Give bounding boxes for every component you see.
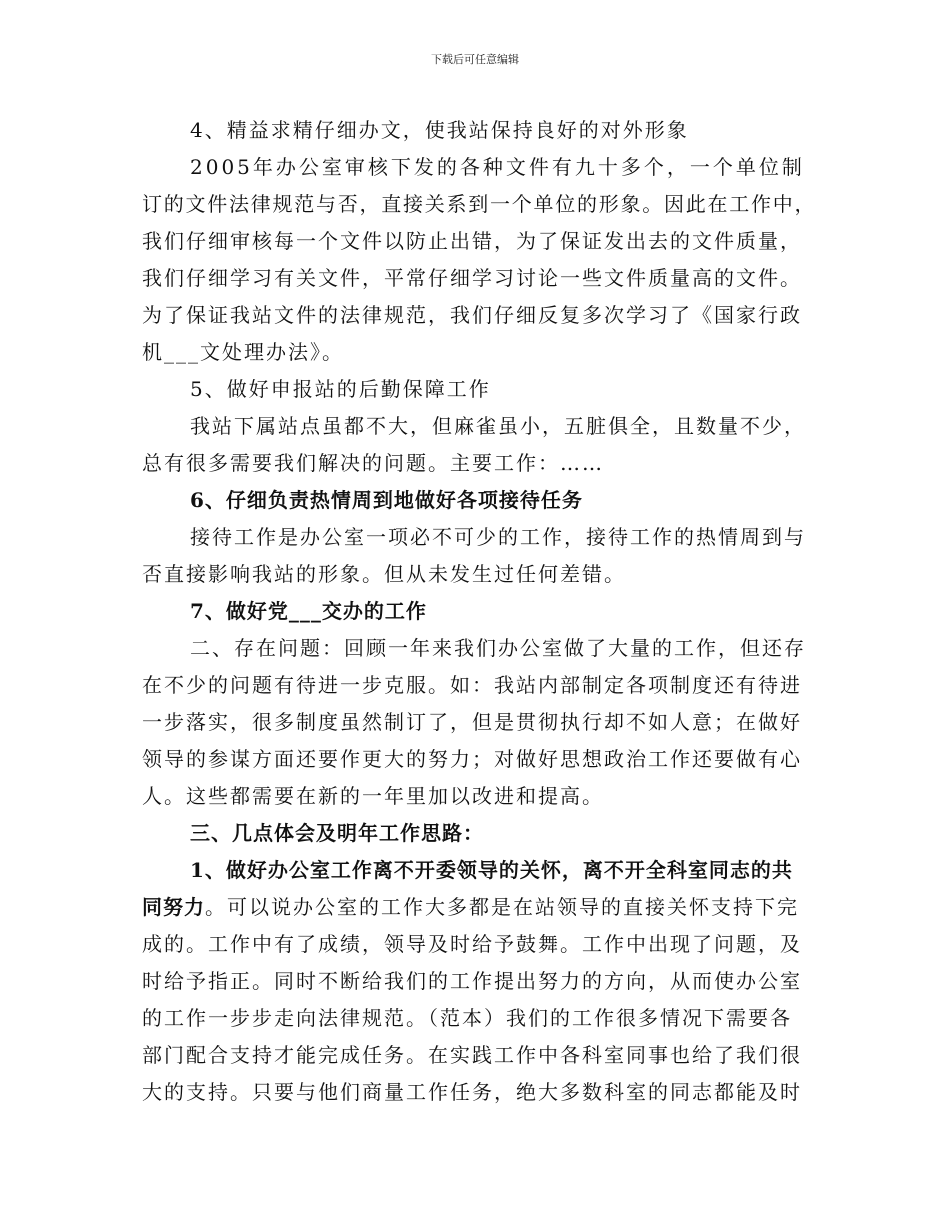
- section-heading-7: 7、做好党___交办的工作: [190, 599, 427, 623]
- page-header: 下载后可任意编辑: [431, 53, 519, 66]
- paragraph-line: 部门配合支持才能完成任务。在实践工作中各科室同事也给了我们很: [142, 1043, 802, 1067]
- section-heading-4: 4、精益求精仔细办文，使我站保持良好的对外形象: [190, 118, 689, 142]
- paragraph-line: 机___文处理办法》。: [142, 340, 344, 364]
- paragraph-line-bold: 1、做好办公室工作离不开委领导的关怀，离不开全科室同志的共: [190, 858, 793, 882]
- paragraph-line: 总有很多需要我们解决的问题。主要工作：……: [142, 451, 604, 475]
- paragraph-line: 我们仔细学习有关文件，平常仔细学习讨论一些文件质量高的文件。: [142, 266, 802, 290]
- paragraph-line: 我们仔细审核每一个文件以防止出错，为了保证发出去的文件质量，: [142, 229, 802, 253]
- paragraph-line: 二、存在问题：回顾一年来我们办公室做了大量的工作，但还存: [190, 636, 806, 660]
- paragraph-line: 的工作一步步走向法律规范。（范本）我们的工作很多情况下需要各: [142, 1006, 792, 1030]
- paragraph-line: 订的文件法律规范与否，直接关系到一个单位的形象。因此在工作中，: [142, 192, 817, 216]
- paragraph-line: 在不少的问题有待进一步克服。如：我站内部制定各项制度还有待进: [142, 673, 802, 697]
- paragraph-line: 一步落实，很多制度虽然制订了，但是贯彻执行却不如人意；在做好: [142, 710, 802, 734]
- paragraph-line: 时给予指正。同时不断给我们的工作提出努力的方向，从而使办公室: [142, 969, 802, 993]
- paragraph-line: 我站下属站点虽都不大，但麻雀虽小，五脏俱全，且数量不少，: [190, 414, 806, 438]
- section-heading-6: 6、仔细负责热情周到地做好各项接待任务: [190, 488, 583, 512]
- section-heading-3: 三、几点体会及明年工作思路：: [190, 821, 484, 845]
- paragraph-line: 2005年办公室审核下发的各种文件有九十多个，一个单位制: [190, 155, 805, 179]
- paragraph-line: [142, 888, 799, 926]
- section-heading-5: 5、做好申报站的后勤保障工作: [190, 377, 491, 401]
- paragraph-line: 否直接影响我站的形象。但从未发生过任何差错。: [142, 562, 626, 586]
- bold-lead: 同努力: [142, 895, 205, 919]
- paragraph-line: 成的。工作中有了成绩，领导及时给予鼓舞。工作中出现了问题，及: [142, 932, 802, 956]
- paragraph-line: 领导的参谋方面还要作更大的努力；对做好思想政治工作还要做有心: [142, 747, 802, 771]
- paragraph-line: 为了保证我站文件的法律规范，我们仔细反复多次学习了《国家行政: [142, 303, 802, 327]
- paragraph-line: 大的支持。只要与他们商量工作任务，绝大多数科室的同志都能及时: [142, 1080, 802, 1104]
- paragraph-continuation: 。可以说办公室的工作大多都是在站领导的直接关怀支持下完: [205, 895, 799, 919]
- paragraph-line: 人。这些都需要在新的一年里加以改进和提高。: [142, 784, 604, 808]
- paragraph-line: 接待工作是办公室一项必不可少的工作，接待工作的热情周到与: [190, 525, 806, 549]
